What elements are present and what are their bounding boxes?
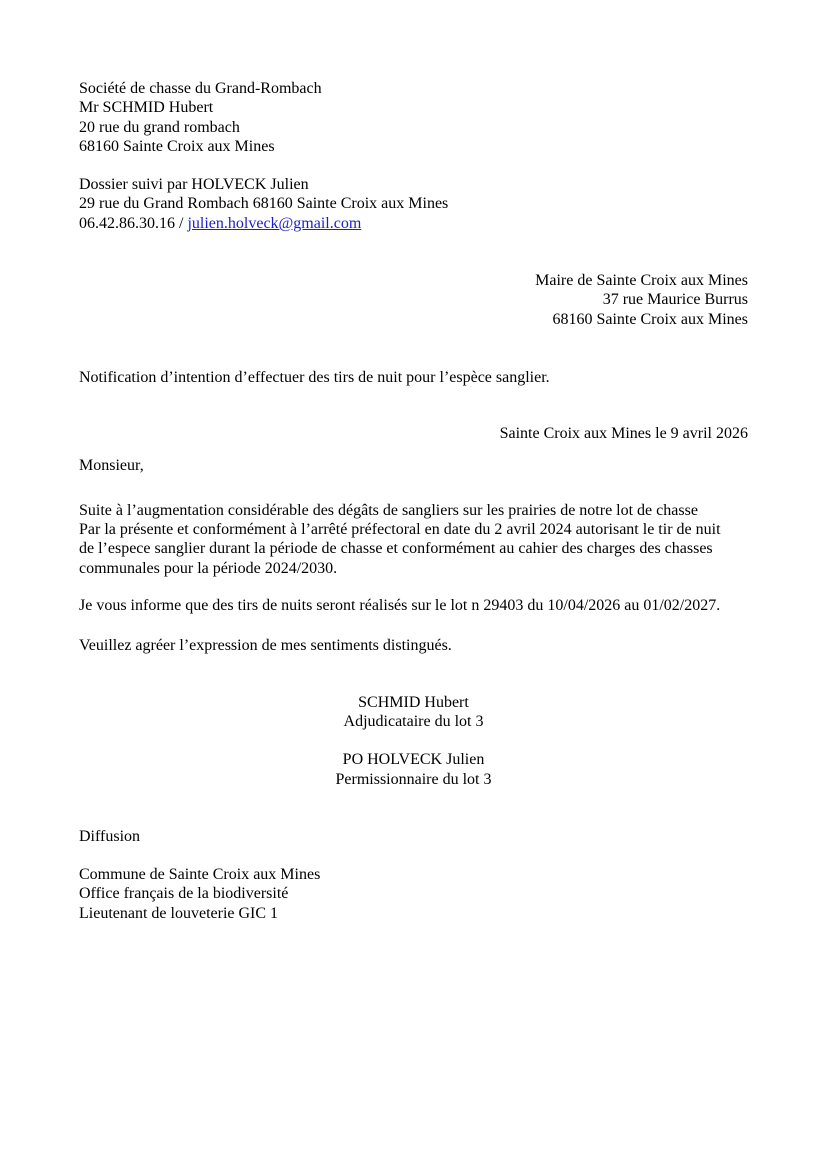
handler-name: Dossier suivi par HOLVECK Julien (79, 176, 309, 194)
recipient-city: 68160 Sainte Croix aux Mines (552, 310, 748, 328)
body-paragraph-1-line: communales pour la période 2024/2030. (79, 559, 338, 577)
body-paragraph-1-line: Suite à l’augmentation considérable des dégâts de sangliers sur les prairies de notre lot de chasse (79, 501, 698, 519)
body-paragraph-1 (79, 501, 748, 578)
sender-organization: Société de chasse du Grand-Rombach (79, 80, 322, 97)
subject-line: Notification d’intention d’effectuer des tirs de nuit pour l’espèce sanglier. (79, 368, 550, 386)
signature-block-adjudicataire (79, 693, 748, 732)
signature-role: Permissionnaire du lot 3 (335, 770, 492, 788)
letter-content (79, 79, 748, 923)
body-paragraph-1-line: Par la présente et conformément à l’arrêté préfectoral en date du 2 avril 2024 autorisant le tir de nuit (79, 521, 721, 539)
salutation: Monsieur, (79, 456, 144, 474)
handler-email-link[interactable]: julien.holveck@gmail.com (187, 214, 362, 232)
closing-formula: Veuillez agréer l’expression de mes sentiments distingués. (79, 637, 452, 655)
diffusion-recipient: Lieutenant de louveterie GIC 1 (79, 904, 279, 922)
sender-city: 68160 Sainte Croix aux Mines (79, 137, 275, 155)
place-date-line: Sainte Croix aux Mines le 9 avril 2026 (499, 425, 748, 443)
sender-name: Mr SCHMID Hubert (79, 99, 214, 117)
body-paragraph-1-line: de l’espece sanglier durant la période de chasse et conformément au cahier des charges des chasses (79, 540, 713, 558)
sender-street: 20 rue du grand rombach (79, 118, 240, 136)
sender-address-block (79, 79, 748, 156)
signature-block-permissionnaire (79, 750, 748, 789)
recipient-address-block (79, 271, 748, 329)
diffusion-recipient: Commune de Sainte Croix aux Mines (79, 866, 321, 884)
diffusion-heading: Diffusion (79, 827, 141, 845)
handler-contact (79, 214, 748, 233)
body-paragraph-2: Je vous informe que des tirs de nuits seront réalisés sur le lot n 29403 du 10/04/2026 au 01/02/2027. (79, 597, 721, 615)
recipient-name: Maire de Sainte Croix aux Mines (535, 272, 748, 290)
diffusion-recipients-list (79, 865, 748, 923)
signature-role: Adjudicataire du lot 3 (343, 712, 484, 730)
recipient-street: 37 rue Maurice Burrus (602, 291, 748, 309)
signature-name: SCHMID Hubert (358, 693, 469, 711)
handler-address: 29 rue du Grand Rombach 68160 Sainte Croix aux Mines (79, 195, 449, 213)
signature-name: PO HOLVECK Julien (342, 751, 485, 769)
handler-phone: 06.42.86.30.16 / (79, 214, 188, 232)
diffusion-recipient: Office français de la biodiversité (79, 885, 289, 903)
case-handler-block (79, 175, 748, 233)
